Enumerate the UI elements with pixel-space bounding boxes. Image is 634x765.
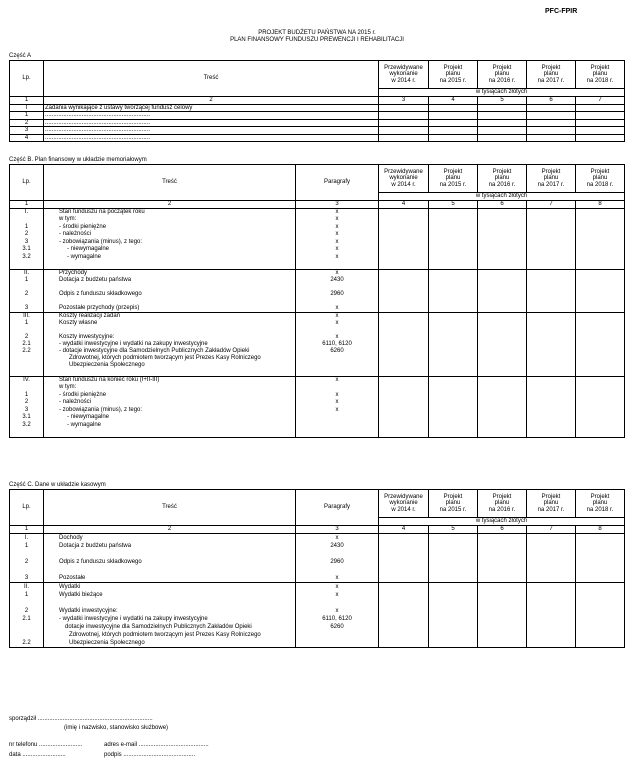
col-lp: Lp.	[10, 490, 44, 526]
table-row: II. 1 2 2.1 2.2 Wydatki Wydatki bieżące Wydatki inwestycyjne: - wydatki inwestycyjne i wydatki na zakupy inwestycyjne dotacje inwestycyjne dla Samodzielnych Publicznych Zakładów Opieki Zdrowotnej, których podmiotem tworzącym jest Prezes Kasy Rolniczego Ubezpieczenia Społecznego x x x 6110, 6120 6260	[10, 582, 625, 647]
colnum: 2	[44, 201, 296, 209]
unit-label: w tysiącach złotych	[379, 89, 625, 97]
col-2015: Projekt planu na 2015 r.	[429, 490, 478, 518]
imie-caption: (imię i nazwisko, stanowisko służbowe)	[64, 725, 169, 731]
col-2017: Projekt planu na 2017 r.	[527, 61, 576, 89]
phone-field[interactable]: nr telefonu ..........................	[9, 742, 83, 748]
col-2016: Projekt planu na 2016 r.	[478, 61, 527, 89]
table-row: IV. 1 2 3 3.1 3.2 Stan funduszu na koniec roku (I+II-III) w tym: - środki pieniężne - należności - zobowiązania (minus), z tego: - niewymagalne - wymagalne x x x x	[10, 376, 625, 437]
part-b-title: Część B. Plan finansowy w układzie memoriałowym	[9, 157, 147, 163]
unit-label: w tysiącach złotych	[379, 193, 625, 201]
col-tresc: Treść	[44, 165, 296, 201]
col-2018: Projekt planu na 2018 r.	[576, 61, 625, 89]
table-row: III. 1 2 2.1 2.2 Koszty realizacji zadań Koszty własne Koszty inwestycyjne: - wydatki inwestycyjne i wydatki na zakupy inwestycyjne - dotacje inwestycyjne dla Samodzielnych Publicznych Zakładów Opieki Zdrowotnej, których podmiotem tworzącym jest Prezes Kasy Rolniczego Ubezpieczenia Społecznego x x x 6110, 6120 6260	[10, 312, 625, 376]
colnum: 3	[296, 201, 379, 209]
col-2018: Projekt planu na 2018 r.	[576, 165, 625, 193]
col-2016: Projekt planu na 2016 r.	[478, 490, 527, 518]
table-row: 3 ...............................................................	[10, 127, 625, 135]
col-2016: Projekt planu na 2016 r.	[478, 165, 527, 193]
colnum: 2	[44, 97, 379, 105]
part-c-title: Część C. Dane w układzie kasowym	[9, 482, 106, 488]
colnum: 1	[10, 97, 44, 105]
part-c-table	[9, 489, 625, 648]
col-lp: Lp.	[10, 165, 44, 201]
colnum: 4	[379, 201, 429, 209]
table-row: I Zadania wynikające z ustawy tworzącej fundusz celowy	[10, 104, 625, 112]
table-row: I. 1 2 3 Dochody Dotacja z budżetu państwa Odpis z funduszu składkowego Pozostałe x 2430 2960 x	[10, 533, 625, 582]
email-field[interactable]: adres e-mail ..........................................	[104, 742, 209, 748]
colnum: 7	[527, 526, 576, 534]
table-row: 1 ...............................................................	[10, 112, 625, 120]
colnum: 8	[576, 201, 625, 209]
col-2017: Projekt planu na 2017 r.	[527, 165, 576, 193]
colnum: 4	[429, 97, 478, 105]
col-2015: Projekt planu na 2015 r.	[429, 165, 478, 193]
colnum: 2	[44, 526, 296, 534]
col-2015: Projekt planu na 2015 r.	[429, 61, 478, 89]
table-row: II. 1 2 3 Przychody Dotacja z budżetu państwa Odpis z funduszu składkowego Pozostałe przychody (przepis) x 2430 2960 x	[10, 269, 625, 312]
col-2014: Przewidywane wykonanie w 2014 r.	[379, 490, 429, 518]
colnum: 3	[379, 97, 429, 105]
col-2018: Projekt planu na 2018 r.	[576, 490, 625, 518]
col-tresc: Treść	[44, 490, 296, 526]
title-line-2: PLAN FINANSOWY FUNDUSZU PREWENCJI I REHABILITACJI	[230, 37, 404, 43]
colnum: 7	[576, 97, 625, 105]
colnum: 6	[527, 97, 576, 105]
table-row: I. 1 2 3 3.1 3.2 Stan funduszu na początek roku w tym: - środki pieniężne - należności - zobowiązania (minus), z tego: - niewymagalne - wymagalne x x x x x x x	[10, 208, 625, 269]
col-lp: Lp.	[10, 61, 44, 97]
col-paragrafy: Paragrafy	[296, 490, 379, 526]
colnum: 7	[527, 201, 576, 209]
part-a-table	[9, 60, 625, 142]
form-code: PFC-FPIR	[545, 8, 578, 15]
col-2014: Przewidywane wykonanie w 2014 r.	[379, 61, 429, 89]
table-row: 2 ...............................................................	[10, 119, 625, 127]
col-2017: Projekt planu na 2017 r.	[527, 490, 576, 518]
signature-field[interactable]: podpis ...........................................	[104, 752, 196, 758]
colnum: 5	[429, 526, 478, 534]
colnum: 1	[10, 526, 44, 534]
colnum: 5	[478, 97, 527, 105]
part-a-title: Część A	[9, 53, 32, 59]
date-field[interactable]: data ..........................	[9, 752, 66, 758]
col-2014: Przewidywane wykonanie w 2014 r.	[379, 165, 429, 193]
colnum: 5	[429, 201, 478, 209]
colnum: 6	[478, 526, 527, 534]
part-b-table	[9, 164, 625, 438]
unit-label: w tysiącach złotych	[379, 518, 625, 526]
colnum: 1	[10, 201, 44, 209]
colnum: 4	[379, 526, 429, 534]
col-paragrafy: Paragrafy	[296, 165, 379, 201]
colnum: 8	[576, 526, 625, 534]
colnum: 3	[296, 526, 379, 534]
colnum: 6	[478, 201, 527, 209]
col-tresc: Treść	[44, 61, 379, 97]
sporzadzil-field[interactable]: sporządził .....................................................................	[9, 716, 153, 722]
table-row: 4 ...............................................................	[10, 134, 625, 142]
title-line-1: PROJEKT BUDŻETU PAŃSTWA NA 2015 r.	[258, 30, 376, 36]
